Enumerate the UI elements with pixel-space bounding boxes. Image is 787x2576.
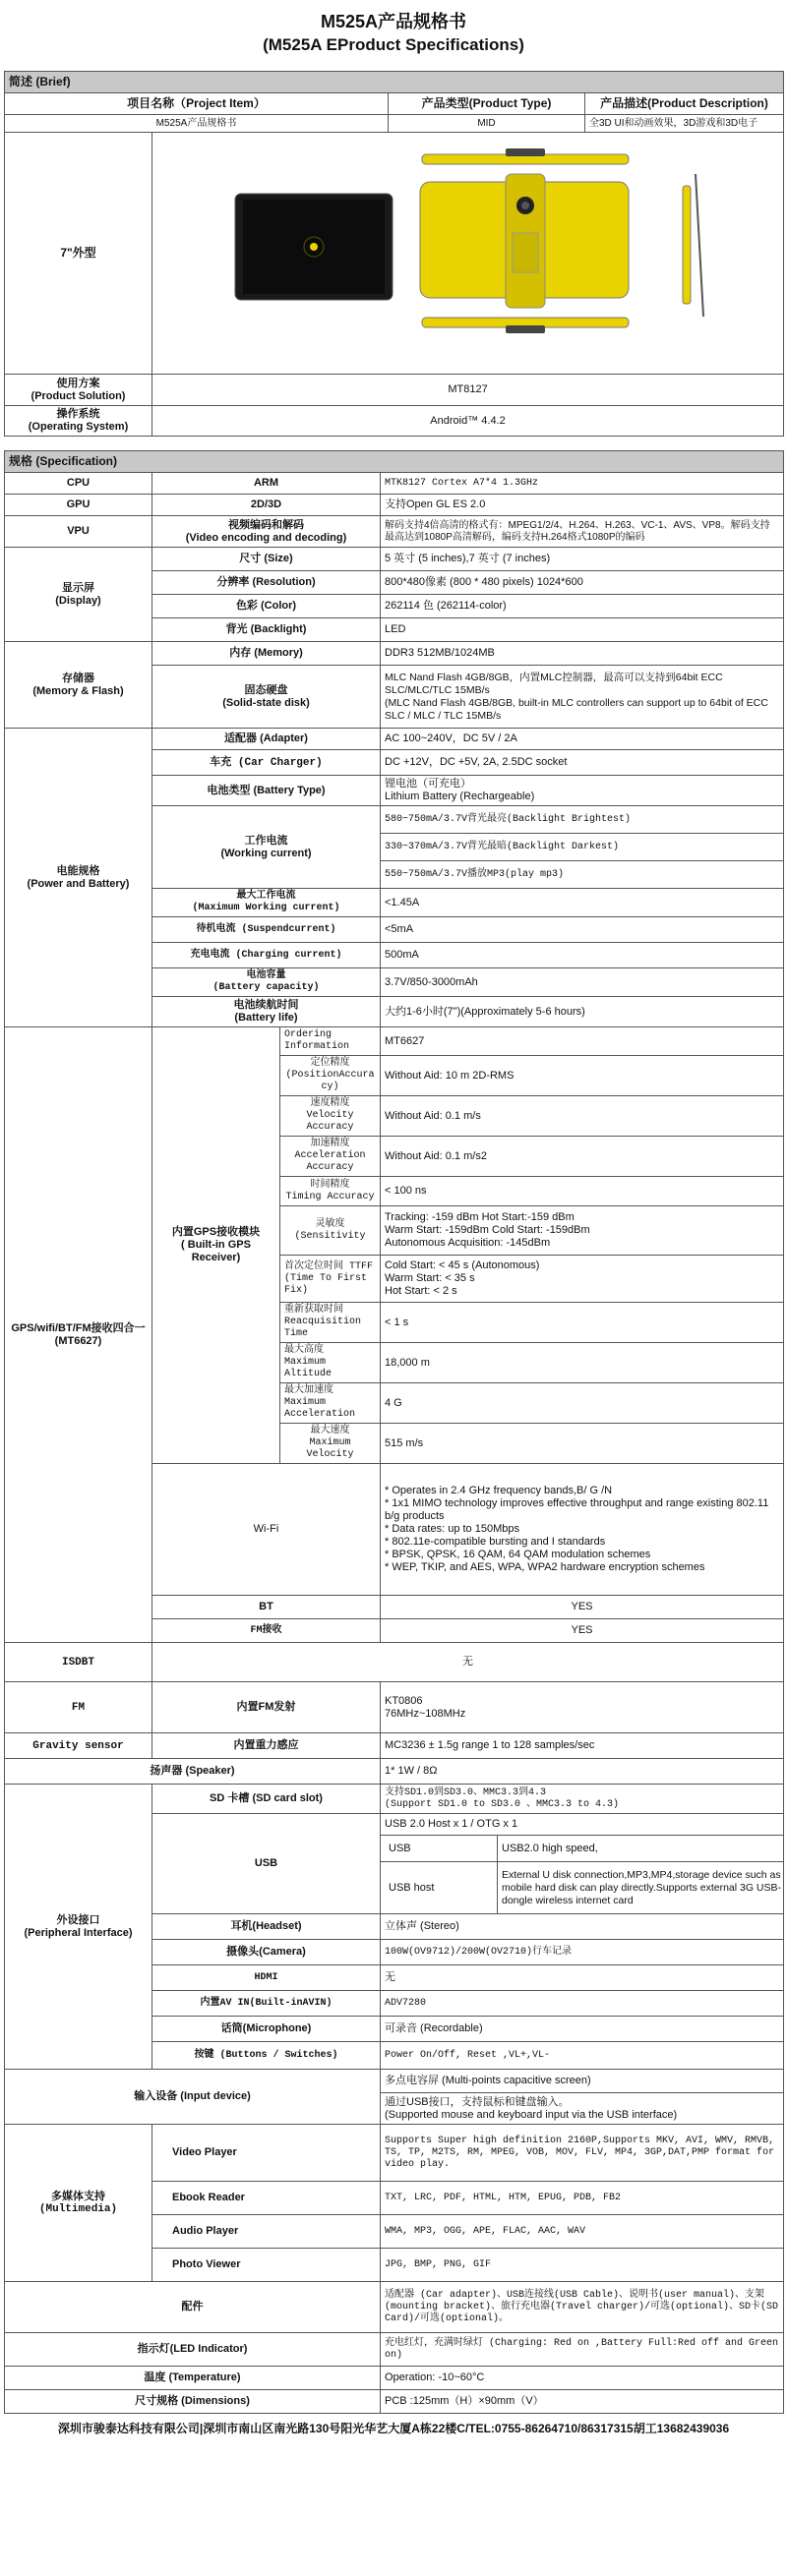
usb-top-value: USB 2.0 Host x 1 / OTG x 1 [381, 1814, 784, 1836]
cpu-label: CPU [5, 473, 152, 495]
display-color-value: 262114 色 (262114-color) [381, 595, 784, 618]
headset-item: 耳机(Headset) [152, 1914, 381, 1940]
gps-sub-9-text: 最大加速度 Maximum Acceleration [284, 1385, 356, 1420]
gps-sub-4-text: 时间精度 Timing Accuracy [285, 1179, 375, 1202]
gps-val-8: 18,000 m [381, 1343, 784, 1383]
wifi-item: Wi-Fi [152, 1464, 381, 1596]
microphone-item: 话筒(Microphone) [152, 2017, 381, 2042]
device-side-view [683, 174, 703, 317]
gps-sub-4 [280, 1177, 381, 1206]
solution-label [5, 375, 152, 406]
gps-val-5-text: Tracking: -159 dBm Hot Start:-159 dBm Warm Start: -159dBm Cold Start: -159dBm Autonomous Acquisition: -145dBm [385, 1211, 590, 1249]
sd-value [381, 1785, 784, 1814]
camera-item: 摄像头(Camera) [152, 1940, 381, 1965]
memory-item: 内存 (Memory) [152, 642, 381, 666]
battery-type-value [381, 776, 784, 806]
max-current-value: <1.45A [381, 889, 784, 917]
device-top-view [422, 148, 629, 164]
battery-life-item-text: 电池续航时间 (Battery life) [233, 999, 299, 1024]
battery-life-value: 大约1-6小时(7")(Approximately 5-6 hours) [381, 997, 784, 1027]
suspend-current-item: 待机电流 (Suspendcurrent) [152, 917, 381, 943]
peripheral-label [5, 1785, 152, 2070]
gps-sub-5-text: 灵敏度 (Sensitivity [294, 1218, 366, 1242]
gps-sub-6 [280, 1256, 381, 1303]
display-label-text: 显示屏 (Display) [55, 581, 101, 607]
display-backlight-value: LED [381, 618, 784, 642]
video-player-item: Video Player [152, 2125, 381, 2182]
gps-val-10: 515 m/s [381, 1424, 784, 1464]
gps-sub-3-text: 加速精度 Acceleration Accuracy [294, 1139, 366, 1173]
cpu-item: ARM [152, 473, 381, 495]
gpu-label: GPU [5, 495, 152, 516]
working-current-value-1: 580~750mA/3.7V背光最亮(Backlight Brightest) [381, 806, 784, 834]
hdmi-item: HDMI [152, 1965, 381, 1991]
solution-label-text: 使用方案 (Product Solution) [30, 377, 126, 402]
video-player-value: Supports Super high definition 2160P,Supports MKV, AVI, WMV, RMVB, TS, TP, M2TS, RM, MPEG, VOB, MOV, FLV, MP4, 3GP,DAT,PMP format for video play. [381, 2125, 784, 2182]
camera-value: 100W(OV9712)/200W(OV2710)行车记录 [381, 1940, 784, 1965]
gravity-label: Gravity sensor [5, 1733, 152, 1759]
gps-val-3: Without Aid: 0.1 m/s2 [381, 1137, 784, 1177]
gpu-item: 2D/3D [152, 495, 381, 516]
cpu-value: MTK8127 Cortex A7*4 1.3GHz [381, 473, 784, 495]
product-photo [156, 135, 784, 368]
isdbt-value: 无 [152, 1643, 784, 1682]
av-in-value: ADV7280 [381, 1991, 784, 2017]
battery-type-item: 电池类型 (Battery Type) [152, 776, 381, 806]
gps-val-0: MT6627 [381, 1027, 784, 1056]
solution-value: MT8127 [152, 375, 784, 406]
battery-capacity-item [152, 968, 381, 997]
display-label [5, 548, 152, 642]
header-product-description: 产品描述(Product Description) [585, 93, 784, 115]
display-size-item: 尺寸 (Size) [152, 548, 381, 571]
usb-sub-1-value: USB2.0 high speed, [502, 1842, 598, 1854]
bt-item: BT [152, 1596, 381, 1619]
vpu-label: VPU [5, 516, 152, 548]
car-charger-value: DC +12V，DC +5V, 2A, 2.5DC socket [381, 750, 784, 776]
storage-label [5, 642, 152, 729]
max-current-item-text: 最大工作电流 (Maximum Working current) [192, 891, 340, 913]
dimensions-value: PCB :125mm（H）×90mm（V） [381, 2390, 784, 2414]
usb-row-2 [381, 1862, 784, 1914]
dimensions-label: 尺寸规格 (Dimensions) [5, 2390, 381, 2414]
isdbt-label: ISDBT [5, 1643, 152, 1682]
power-label-text: 电能规格 (Power and Battery) [27, 864, 130, 890]
gps-val-1: Without Aid: 10 m 2D-RMS [381, 1056, 784, 1096]
peripheral-label-text: 外设接口 (Peripheral Interface) [24, 1913, 133, 1939]
gps-val-4: < 100 ns [381, 1177, 784, 1206]
multimedia-label-text: 多媒体支持 (Multimedia) [38, 2191, 118, 2215]
battery-type-value-text: 锂电池（可充电） Lithium Battery (Rechargeable) [385, 778, 535, 802]
brief-project-value: M525A产品规格书 [5, 115, 389, 133]
os-value: Android™ 4.4.2 [152, 406, 784, 437]
gps-sub-10-text: 最大速度 Maximum Velocity [306, 1426, 354, 1460]
shape-label: 7"外型 [5, 133, 152, 375]
ssd-value [381, 666, 784, 729]
product-images [152, 133, 784, 375]
gps-sub-3 [280, 1137, 381, 1177]
gps-sub-2 [280, 1096, 381, 1137]
ssd-item-text: 固态硬盘 (Solid-state disk) [222, 683, 310, 709]
storage-label-text: 存储器 (Memory & Flash) [32, 672, 124, 697]
bt-value: YES [381, 1596, 784, 1619]
buttons-item: 按键 (Buttons / Switches) [152, 2042, 381, 2070]
charging-current-item: 充电电流 (Charging current) [152, 943, 381, 968]
gps-sub-7-text: 重新获取时间 Reacquisition Time [284, 1305, 362, 1339]
working-current-item-text: 工作电流 (Working current) [220, 834, 312, 859]
display-resolution-item: 分辨率 (Resolution) [152, 571, 381, 595]
gps-val-9: 4 G [381, 1383, 784, 1424]
gravity-item: 内置重力感应 [152, 1733, 381, 1759]
multimedia-label [5, 2125, 152, 2282]
av-in-item: 内置AV IN(Built-inAVIN) [152, 1991, 381, 2017]
gps-combo-label-text: GPS/wifi/BT/FM接收四合一 (MT6627) [11, 1321, 146, 1347]
gps-val-2: Without Aid: 0.1 m/s [381, 1096, 784, 1137]
max-current-item [152, 889, 381, 917]
gps-sub-8 [280, 1343, 381, 1383]
fm-label: FM [5, 1682, 152, 1733]
document-title [0, 0, 787, 57]
display-backlight-item: 背光 (Backlight) [152, 618, 381, 642]
vpu-item-text: 视频编码和解码 (Video encoding and decoding) [185, 518, 347, 544]
photo-viewer-value: JPG, BMP, PNG, GIF [381, 2249, 784, 2282]
accessories-label: 配件 [5, 2282, 381, 2333]
temperature-value: Operation: -10~60°C [381, 2367, 784, 2390]
working-current-item [152, 806, 381, 889]
usb-subtable-1 [385, 1836, 784, 1861]
ssd-item [152, 666, 381, 729]
fm-transmit-value [381, 1682, 784, 1733]
accessories-value: 适配器 (Car adapter)、USB连接线(USB Cable)、说明书(user manual)、支架(mounting bracket)、旅行充电器(Travel charger)/可选(optional)、SD卡(SD Card)/可选(optional)。 [381, 2282, 784, 2333]
os-label-text: 操作系统 (Operating System) [28, 408, 129, 433]
brief-type-value: MID [389, 115, 585, 133]
gps-sub-0-text: Ordering Information [284, 1029, 350, 1052]
gpu-value: 支持Open GL ES 2.0 [381, 495, 784, 516]
audio-player-item: Audio Player [152, 2215, 381, 2249]
memory-value: DDR3 512MB/1024MB [381, 642, 784, 666]
vpu-value: 解码支持4倍高清的格式有：MPEG1/2/4、H.264、H.263、VC-1、AVS、VP8。解码支持最高达到1080P高清解码，编码支持H.264格式1080P的编码 [381, 516, 784, 548]
gps-sub-2-text: 速度精度 Velocity Accuracy [306, 1098, 354, 1133]
ebook-reader-value: TXT, LRC, PDF, HTML, HTM, EPUG, PDB, FB2 [381, 2182, 784, 2215]
speaker-value: 1* 1W / 8Ω [381, 1759, 784, 1785]
led-label: 指示灯(LED Indicator) [5, 2333, 381, 2367]
charging-current-value: 500mA [381, 943, 784, 968]
gps-sub-0 [280, 1027, 381, 1056]
battery-life-item [152, 997, 381, 1027]
os-label [5, 406, 152, 437]
display-color-item: 色彩 (Color) [152, 595, 381, 618]
usb-item: USB [152, 1814, 381, 1914]
gps-combo-label [5, 1027, 152, 1643]
spec-section-header: 规格 (Specification) [5, 451, 784, 473]
gps-val-6-text: Cold Start: < 45 s (Autonomous) Warm Start: < 35 s Hot Start: < 2 s [385, 1259, 540, 1297]
gps-sub-6-text: 首次定位时间 TTFF (Time To First Fix) [284, 1260, 374, 1296]
sd-item: SD 卡槽 (SD card slot) [152, 1785, 381, 1814]
fm-receive-value: YES [381, 1619, 784, 1643]
wifi-value [381, 1464, 784, 1596]
usb-sub-2: USB host [385, 1862, 498, 1913]
input-value-2 [381, 2093, 784, 2125]
company-footer: 深圳市骏泰达科技有限公司|深圳市南山区南光路130号阳光华艺大厦A栋22楼C/TEL:0755-86264710/86317315胡工13682439036 [57, 2422, 730, 2435]
hdmi-value: 无 [381, 1965, 784, 1991]
photo-viewer-item: Photo Viewer [152, 2249, 381, 2282]
adapter-value: AC 100~240V，DC 5V / 2A [381, 729, 784, 750]
gps-sub-1-text: 定位精度 (PositionAccuracy) [285, 1058, 375, 1092]
gravity-value: MC3236 ± 1.5g range 1 to 128 samples/sec [381, 1733, 784, 1759]
working-current-value-3: 550~750mA/3.7V播放MP3(play mp3) [381, 861, 784, 889]
microphone-value: 可录音 (Recordable) [381, 2017, 784, 2042]
display-size-value: 5 英寸 (5 inches),7 英寸 (7 inches) [381, 548, 784, 571]
gps-val-6 [381, 1256, 784, 1303]
car-charger-item: 车充 (Car Charger) [152, 750, 381, 776]
battery-capacity-item-text: 电池容量 (Battery capacity) [212, 970, 320, 993]
headset-value: 立体声 (Stereo) [381, 1914, 784, 1940]
wifi-value-text: * Operates in 2.4 GHz frequency bands,B/ G /N * 1x1 MIMO technology improves effective throughput and range existing 802.11 b/g products * Data rates: up to 150Mbps * 802.11e-compatible bursting and I standards * BPSK, QPSK, 16 QAM, 64 QAM modulation schemes * WEP, TKIP, and AES, WPA, WPA2 hardware encryption schemes [385, 1485, 769, 1573]
gps-val-5 [381, 1206, 784, 1256]
buttons-value: Power On/Off, Reset ,VL+,VL- [381, 2042, 784, 2070]
ebook-reader-item: Ebook Reader [152, 2182, 381, 2215]
header-project-item: 项目名称（Project Item） [5, 93, 389, 115]
speaker-label: 扬声器 (Speaker) [5, 1759, 381, 1785]
header-product-type: 产品类型(Product Type) [389, 93, 585, 115]
usb-row-1 [381, 1836, 784, 1862]
spec-table [4, 450, 784, 2414]
gps-receiver-item [152, 1027, 280, 1464]
usb-sub-1: USB [385, 1836, 498, 1861]
device-back-view [420, 174, 629, 308]
device-bottom-view [422, 318, 629, 333]
gps-sub-1 [280, 1056, 381, 1096]
fm-transmit-value-text: KT0806 76MHz~108MHz [385, 1694, 466, 1720]
brief-section-header: 简述 (Brief) [5, 72, 784, 93]
adapter-item: 适配器 (Adapter) [152, 729, 381, 750]
usb-subtable-2 [385, 1862, 784, 1913]
device-front-view [235, 194, 393, 300]
vpu-item [152, 516, 381, 548]
brief-table [4, 71, 784, 437]
brief-description-value: 全3D UI和动画效果，3D游戏和3D电子 [585, 115, 784, 133]
suspend-current-value: <5mA [381, 917, 784, 943]
battery-capacity-value: 3.7V/850-3000mAh [381, 968, 784, 997]
input-value-2-text: 通过USB接口，支持鼠标和键盘输入。 (Supported mouse and keyboard input via the USB interface) [385, 2095, 678, 2121]
gps-sub-7 [280, 1303, 381, 1343]
audio-player-value: WMA, MP3, OGG, APE, FLAC, AAC, WAV [381, 2215, 784, 2249]
gps-receiver-item-text: 内置GPS接收模块 ( Built-in GPS Receiver) [171, 1226, 261, 1263]
display-resolution-value: 800*480像素 (800 * 480 pixels) 1024*600 [381, 571, 784, 595]
fm-receive-item: FM接收 [152, 1619, 381, 1643]
temperature-label: 温度 (Temperature) [5, 2367, 381, 2390]
input-value-1: 多点电容屏 (Multi-points capacitive screen) [381, 2070, 784, 2093]
input-device-label: 输入设备 (Input device) [5, 2070, 381, 2125]
gps-sub-8-text: 最大高度 Maximum Altitude [284, 1345, 333, 1379]
working-current-value-2: 330~370mA/3.7V背光最暗(Backlight Darkest) [381, 834, 784, 861]
gps-sub-9 [280, 1383, 381, 1424]
fm-transmit-item: 内置FM发射 [152, 1682, 381, 1733]
ssd-value-text: MLC Nand Flash 4GB/8GB，内置MLC控制器，最高可以支持到64bit ECC SLC/MLC/TLC 15MB/s (MLC Nand Flash 4GB/8GB, built-in MLC controllers can support up to 64bit of ECC SLC / MLC / TLC 15MB/s [385, 671, 768, 722]
usb-sub-2-value: External U disk connection,MP3,MP4,storage device such as mobile hard disk can play directly.Supports external 3G USB-dongle wireless internet card [502, 1868, 782, 1906]
gps-val-7: < 1 s [381, 1303, 784, 1343]
gps-sub-5 [280, 1206, 381, 1256]
gps-sub-10 [280, 1424, 381, 1464]
title-line1: M525A产品规格书 [320, 12, 467, 31]
sd-value-text: 支持SD1.0到SD3.0、MMC3.3到4.3 (Support SD1.0 to SD3.0 、MMC3.3 to 4.3) [385, 1786, 620, 1810]
title-line2: (M525A EProduct Specifications) [263, 35, 524, 54]
power-label [5, 729, 152, 1027]
led-value: 充电红灯，充满时绿灯 (Charging: Red on ,Battery Full:Red off and Green on) [381, 2333, 784, 2367]
